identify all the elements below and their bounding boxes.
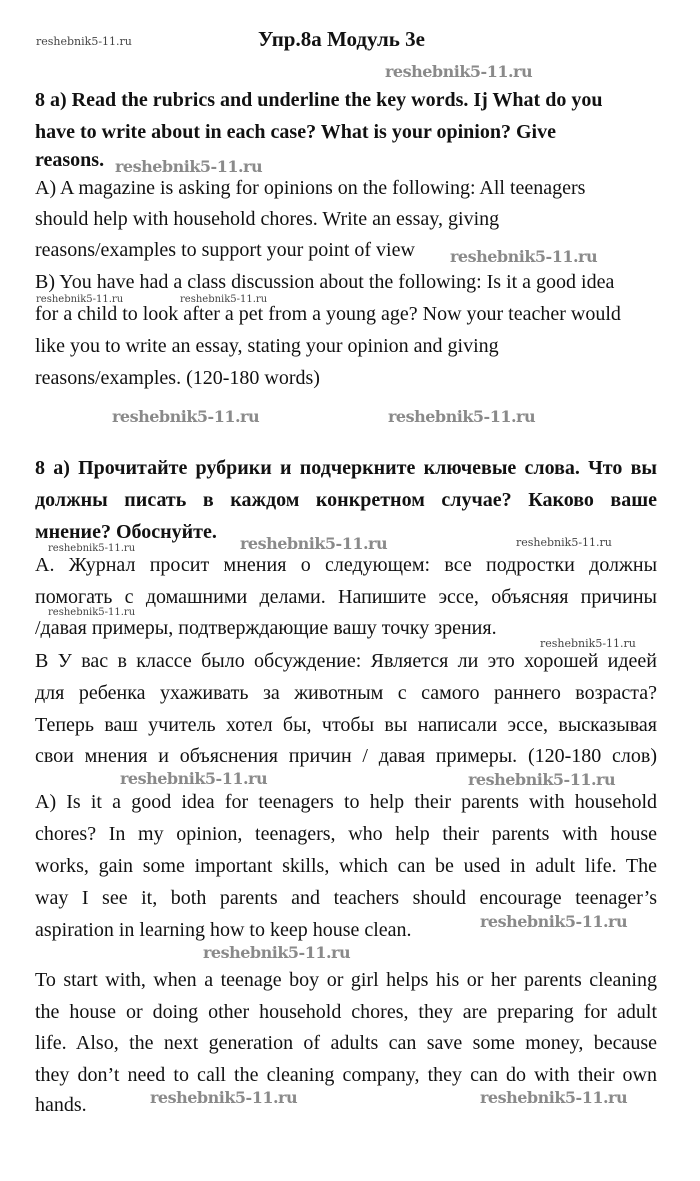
answer-paragraph-2: To start with, when a teenage boy or girl helps his or her parents cleaning xyxy=(35,969,657,991)
rubric-a-en: A) A magazine is asking for opinions on the following: All teenagers xyxy=(35,177,586,199)
rubric-b-ru: для ребенка ухаживать за животным с самого раннего возраста? xyxy=(35,682,657,704)
watermark: reshebnik5-11.ru xyxy=(36,294,124,305)
watermark: reshebnik5-11.ru xyxy=(240,534,388,553)
answer-paragraph-1: works, gain some important skills, which can be used in adult life. The xyxy=(35,855,657,877)
watermark: reshebnik5-11.ru xyxy=(450,247,598,266)
watermark: reshebnik5-11.ru xyxy=(180,294,268,305)
answer-paragraph-2: they don’t need to call the cleaning company, they can do with their own xyxy=(35,1064,657,1086)
task-heading-ru: 8 а) Прочитайте рубрики и подчеркните ключевые слова. Что вы xyxy=(35,457,657,479)
watermark: reshebnik5-11.ru xyxy=(480,912,628,931)
watermark: reshebnik5-11.ru xyxy=(48,543,136,554)
answer-paragraph-2: the house or doing other household chores, they are preparing for adult xyxy=(35,1001,657,1023)
rubric-b-en: for a child to look after a pet from a young age? Now your teacher would xyxy=(35,303,621,325)
rubric-b-en: like you to write an essay, stating your opinion and giving xyxy=(35,335,499,357)
task-heading-ru: должны писать в каждом конкретном случае? Каково ваше xyxy=(35,489,657,511)
answer-paragraph-2: life. Also, the next generation of adults can save some money, because xyxy=(35,1032,657,1054)
watermark: reshebnik5-11.ru xyxy=(115,157,263,176)
watermark: reshebnik5-11.ru xyxy=(516,536,612,549)
rubric-b-ru: свои мнения и объяснения причин / давая примеры. (120-180 слов) xyxy=(35,745,657,767)
task-heading-en: 8 a) Read the rubrics and underline the key words. Ij What do you xyxy=(35,89,603,111)
answer-paragraph-1: A) Is it a good idea for teenagers to help their parents with household xyxy=(35,791,657,813)
watermark: reshebnik5-11.ru xyxy=(480,1088,628,1107)
watermark: reshebnik5-11.ru xyxy=(388,407,536,426)
rubric-b-en: reasons/examples. (120-180 words) xyxy=(35,367,320,389)
watermark: reshebnik5-11.ru xyxy=(468,770,616,789)
answer-paragraph-2: hands. xyxy=(35,1094,87,1116)
watermark: reshebnik5-11.ru xyxy=(36,35,132,48)
rubric-b-ru: В У вас в классе было обсуждение: Является ли это хорошей идеей xyxy=(35,650,657,672)
watermark: reshebnik5-11.ru xyxy=(120,769,268,788)
answer-paragraph-1: chores? In my opinion, teenagers, who help their parents with house xyxy=(35,823,657,845)
rubric-a-ru: /давая примеры, подтверждающие вашу точку зрения. xyxy=(35,617,497,639)
rubric-b-en: B) You have had a class discussion about the following: Is it a good idea xyxy=(35,271,615,293)
watermark: reshebnik5-11.ru xyxy=(150,1088,298,1107)
answer-paragraph-1: aspiration in learning how to keep house clean. xyxy=(35,919,412,941)
watermark: reshebnik5-11.ru xyxy=(48,607,136,618)
rubric-a-en: should help with household chores. Write an essay, giving xyxy=(35,208,500,230)
rubric-a-ru: помогать с домашними делами. Напишите эссе, объясняя причины xyxy=(35,586,657,608)
task-heading-ru: мнение? Обоснуйте. xyxy=(35,521,217,543)
task-heading-en: have to write about in each case? What is your opinion? Give xyxy=(35,121,556,143)
watermark: reshebnik5-11.ru xyxy=(112,407,260,426)
rubric-b-ru: Теперь ваш учитель хотел бы, чтобы вы написали эссе, высказывая xyxy=(35,714,657,736)
watermark: reshebnik5-11.ru xyxy=(203,943,351,962)
watermark: reshebnik5-11.ru xyxy=(385,62,533,81)
answer-paragraph-1: way I see it, both parents and teachers should encourage teenager’s xyxy=(35,887,657,909)
page-title: Упр.8а Модуль 3е xyxy=(258,27,425,51)
rubric-a-ru: А. Журнал просит мнения о следующем: все подростки должны xyxy=(35,554,657,576)
watermark: reshebnik5-11.ru xyxy=(540,637,636,650)
rubric-a-en: reasons/examples to support your point of view xyxy=(35,239,415,261)
task-heading-en: reasons. xyxy=(35,149,105,171)
